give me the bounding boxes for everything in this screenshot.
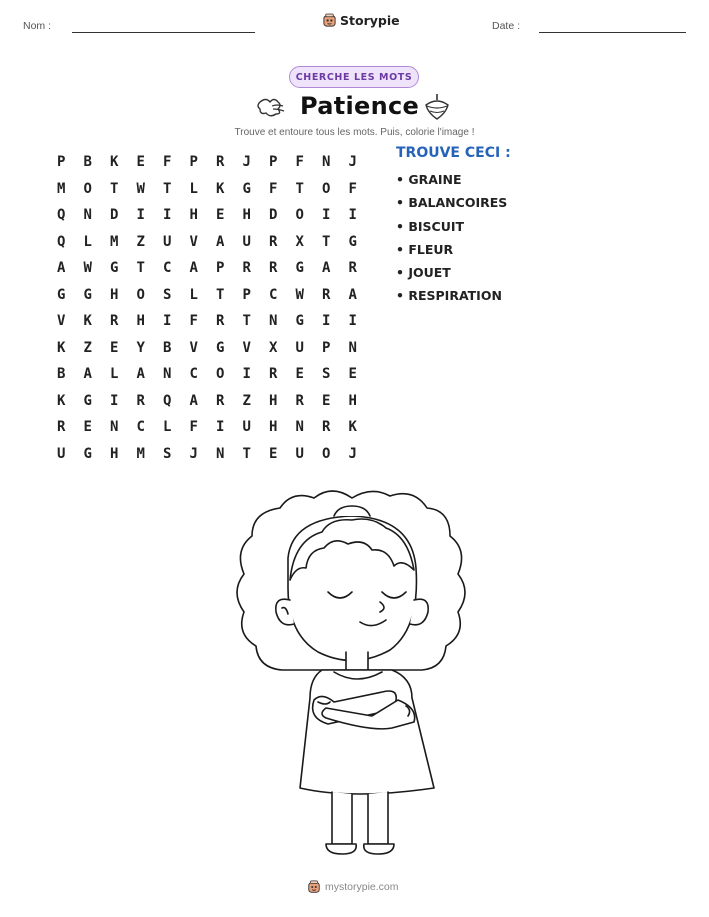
grid-row — [48, 308, 366, 335]
grid-letter[interactable]: S — [322, 366, 331, 383]
storypie-logo-icon — [307, 880, 321, 894]
grid-letter[interactable]: H — [269, 392, 278, 409]
grid-letter[interactable]: N — [163, 366, 172, 383]
grid-letter[interactable]: Q — [57, 233, 66, 250]
grid-letter[interactable]: G — [83, 392, 92, 409]
grid-letter[interactable]: I — [216, 419, 225, 436]
grid-letter[interactable]: E — [216, 207, 225, 224]
grid-letter[interactable]: W — [295, 286, 304, 303]
grid-letter[interactable]: W — [83, 260, 92, 277]
grid-letter[interactable]: T — [110, 180, 119, 197]
grid-row — [48, 388, 366, 415]
word-list-title: TROUVE CECI : — [396, 145, 511, 161]
grid-letter[interactable]: H — [189, 207, 198, 224]
grid-row — [48, 229, 366, 256]
grid-letter[interactable]: F — [269, 180, 278, 197]
word-list-item: • BISCUIT — [396, 218, 465, 234]
grid-letter[interactable]: P — [269, 154, 278, 171]
grid-letter[interactable]: I — [163, 313, 172, 330]
grid-letter[interactable]: I — [322, 313, 331, 330]
grid-letter[interactable]: P — [322, 339, 331, 356]
grid-letter[interactable]: I — [322, 207, 331, 224]
grid-letter[interactable]: V — [189, 233, 198, 250]
word-list-item: • FLEUR — [396, 241, 454, 257]
grid-row — [48, 335, 366, 362]
grid-letter[interactable]: G — [295, 313, 304, 330]
grid-letter[interactable]: O — [322, 180, 331, 197]
word-search-grid — [48, 149, 366, 467]
grid-letter[interactable]: U — [242, 419, 251, 436]
grid-letter[interactable]: M — [110, 233, 119, 250]
grid-letter[interactable]: E — [322, 392, 331, 409]
word-list-item: • RESPIRATION — [396, 288, 502, 304]
grid-letter[interactable]: N — [295, 419, 304, 436]
grid-letter[interactable]: E — [110, 339, 119, 356]
grid-letter[interactable]: J — [242, 154, 251, 171]
grid-letter[interactable]: P — [216, 260, 225, 277]
grid-letter[interactable]: S — [163, 286, 172, 303]
grid-letter[interactable]: F — [295, 154, 304, 171]
grid-row — [48, 282, 366, 309]
grid-letter[interactable]: H — [242, 207, 251, 224]
grid-letter[interactable]: K — [83, 313, 92, 330]
grid-letter[interactable]: T — [242, 313, 251, 330]
grid-letter[interactable]: L — [189, 286, 198, 303]
grid-letter[interactable]: E — [348, 366, 357, 383]
activity-badge: CHERCHE LES MOTS — [289, 66, 419, 88]
grid-letter[interactable]: O — [216, 366, 225, 383]
grid-letter[interactable]: T — [216, 286, 225, 303]
grid-letter[interactable]: R — [322, 286, 331, 303]
grid-letter[interactable]: R — [322, 419, 331, 436]
grid-letter[interactable]: A — [189, 392, 198, 409]
grid-row — [48, 176, 366, 203]
grid-letter[interactable]: A — [216, 233, 225, 250]
grid-row — [48, 255, 366, 282]
grid-letter[interactable]: U — [57, 445, 66, 462]
grid-letter[interactable]: K — [348, 419, 357, 436]
spinning-top-icon — [424, 93, 450, 121]
grid-letter[interactable]: D — [269, 207, 278, 224]
grid-letter[interactable]: I — [110, 392, 119, 409]
grid-letter[interactable]: M — [136, 445, 145, 462]
grid-letter[interactable]: A — [322, 260, 331, 277]
grid-letter[interactable]: G — [216, 339, 225, 356]
grid-letter[interactable]: R — [348, 260, 357, 277]
grid-letter[interactable]: E — [269, 445, 278, 462]
grid-letter[interactable]: U — [295, 339, 304, 356]
grid-letter[interactable]: L — [83, 233, 92, 250]
instructions — [0, 127, 709, 138]
grid-letter[interactable]: P — [242, 286, 251, 303]
grid-letter[interactable]: C — [163, 260, 172, 277]
grid-letter[interactable]: X — [295, 233, 304, 250]
grid-letter[interactable]: I — [136, 207, 145, 224]
grid-letter[interactable]: V — [189, 339, 198, 356]
grid-letter[interactable]: M — [57, 180, 66, 197]
footer-url: mystorypie.com — [325, 881, 399, 893]
grid-letter[interactable]: R — [136, 392, 145, 409]
grid-letter[interactable]: J — [348, 154, 357, 171]
name-line — [72, 32, 255, 33]
grid-letter[interactable]: U — [163, 233, 172, 250]
grid-letter[interactable]: Z — [83, 339, 92, 356]
page-title: Patience — [300, 92, 420, 120]
word-list — [396, 172, 507, 312]
grid-letter[interactable]: Y — [136, 339, 145, 356]
grid-letter[interactable]: R — [110, 313, 119, 330]
grid-letter[interactable]: R — [216, 154, 225, 171]
grid-letter[interactable]: K — [110, 154, 119, 171]
grid-letter[interactable]: G — [83, 445, 92, 462]
date-label: Date : — [492, 20, 521, 32]
grid-letter[interactable]: B — [83, 154, 92, 171]
storypie-logo-icon — [322, 13, 337, 28]
grid-letter[interactable]: H — [110, 286, 119, 303]
grid-letter[interactable]: R — [216, 392, 225, 409]
grid-letter[interactable]: V — [57, 313, 66, 330]
grid-letter[interactable]: R — [295, 392, 304, 409]
grid-letter[interactable]: G — [295, 260, 304, 277]
grid-letter[interactable]: X — [269, 339, 278, 356]
grid-row — [48, 149, 366, 176]
grid-letter[interactable]: T — [242, 445, 251, 462]
grid-letter[interactable]: E — [295, 366, 304, 383]
grid-letter[interactable]: P — [189, 154, 198, 171]
grid-letter[interactable]: R — [242, 260, 251, 277]
grid-letter[interactable]: I — [348, 207, 357, 224]
grid-letter[interactable]: O — [322, 445, 331, 462]
word-list-item: • JOUET — [396, 265, 451, 281]
date-line — [539, 32, 686, 33]
grid-letter[interactable]: I — [348, 313, 357, 330]
grid-letter[interactable]: U — [242, 233, 251, 250]
grid-letter[interactable]: H — [110, 445, 119, 462]
grid-letter[interactable]: G — [57, 286, 66, 303]
grid-letter[interactable]: L — [189, 180, 198, 197]
grid-letter[interactable]: N — [322, 154, 331, 171]
grid-letter[interactable]: T — [136, 260, 145, 277]
grid-letter[interactable]: S — [163, 445, 172, 462]
grid-row — [48, 414, 366, 441]
grid-row — [48, 361, 366, 388]
grid-letter[interactable]: N — [216, 445, 225, 462]
footer — [307, 880, 399, 894]
grid-letter[interactable]: E — [136, 154, 145, 171]
grid-letter[interactable]: B — [163, 339, 172, 356]
grid-letter[interactable]: I — [242, 366, 251, 383]
grid-letter[interactable]: V — [242, 339, 251, 356]
wind-breath-icon — [256, 96, 286, 118]
brand-name: Storypie — [340, 13, 400, 28]
grid-letter[interactable]: O — [136, 286, 145, 303]
grid-letter[interactable]: N — [269, 313, 278, 330]
grid-letter[interactable]: O — [83, 180, 92, 197]
word-list-item: • BALANCOIRES — [396, 195, 508, 211]
grid-letter[interactable]: D — [110, 207, 119, 224]
grid-letter[interactable]: A — [83, 366, 92, 383]
grid-letter[interactable]: A — [348, 286, 357, 303]
grid-letter[interactable]: L — [110, 366, 119, 383]
grid-letter[interactable]: F — [163, 154, 172, 171]
grid-letter[interactable]: I — [163, 207, 172, 224]
grid-letter[interactable]: N — [83, 207, 92, 224]
grid-letter[interactable]: J — [348, 445, 357, 462]
grid-letter[interactable]: J — [189, 445, 198, 462]
grid-letter[interactable]: A — [136, 366, 145, 383]
grid-letter[interactable]: N — [348, 339, 357, 356]
grid-letter[interactable]: F — [348, 180, 357, 197]
grid-letter[interactable]: Q — [57, 207, 66, 224]
grid-letter[interactable]: Z — [136, 233, 145, 250]
grid-letter[interactable]: Z — [242, 392, 251, 409]
grid-letter[interactable]: T — [163, 180, 172, 197]
grid-letter[interactable]: T — [295, 180, 304, 197]
grid-letter[interactable]: F — [189, 313, 198, 330]
grid-letter[interactable]: B — [57, 366, 66, 383]
grid-letter[interactable]: L — [163, 419, 172, 436]
grid-letter[interactable]: F — [189, 419, 198, 436]
grid-letter[interactable]: U — [295, 445, 304, 462]
grid-letter[interactable]: H — [348, 392, 357, 409]
grid-letter[interactable]: G — [83, 286, 92, 303]
grid-letter[interactable]: H — [269, 419, 278, 436]
grid-letter[interactable]: O — [295, 207, 304, 224]
name-label: Nom : — [23, 20, 52, 32]
grid-letter[interactable]: G — [348, 233, 357, 250]
girl-arms-crossed-coloring-illustration — [222, 488, 472, 858]
grid-letter[interactable]: W — [136, 180, 145, 197]
grid-letter[interactable]: R — [57, 419, 66, 436]
word-list-item: • GRAINE — [396, 172, 462, 187]
grid-letter[interactable]: A — [57, 260, 66, 277]
grid-letter[interactable]: G — [242, 180, 251, 197]
grid-letter[interactable]: C — [189, 366, 198, 383]
grid-letter[interactable]: T — [322, 233, 331, 250]
brand-logo — [322, 13, 400, 28]
grid-letter[interactable]: G — [110, 260, 119, 277]
grid-letter[interactable]: Q — [163, 392, 172, 409]
grid-letter[interactable]: P — [57, 154, 66, 171]
grid-letter[interactable]: H — [136, 313, 145, 330]
grid-letter[interactable]: C — [136, 419, 145, 436]
grid-letter[interactable]: K — [57, 339, 66, 356]
grid-letter[interactable]: N — [110, 419, 119, 436]
grid-letter[interactable]: C — [269, 286, 278, 303]
grid-letter[interactable]: R — [269, 366, 278, 383]
grid-row — [48, 202, 366, 229]
instructions-text: Trouve et entoure tous les mots. Puis, colorie l'image ! — [234, 127, 475, 138]
grid-letter[interactable]: R — [269, 233, 278, 250]
grid-row — [48, 441, 366, 468]
grid-letter[interactable]: K — [57, 392, 66, 409]
grid-letter[interactable]: E — [83, 419, 92, 436]
grid-letter[interactable]: A — [189, 260, 198, 277]
grid-letter[interactable]: K — [216, 180, 225, 197]
grid-letter[interactable]: R — [269, 260, 278, 277]
grid-letter[interactable]: R — [216, 313, 225, 330]
